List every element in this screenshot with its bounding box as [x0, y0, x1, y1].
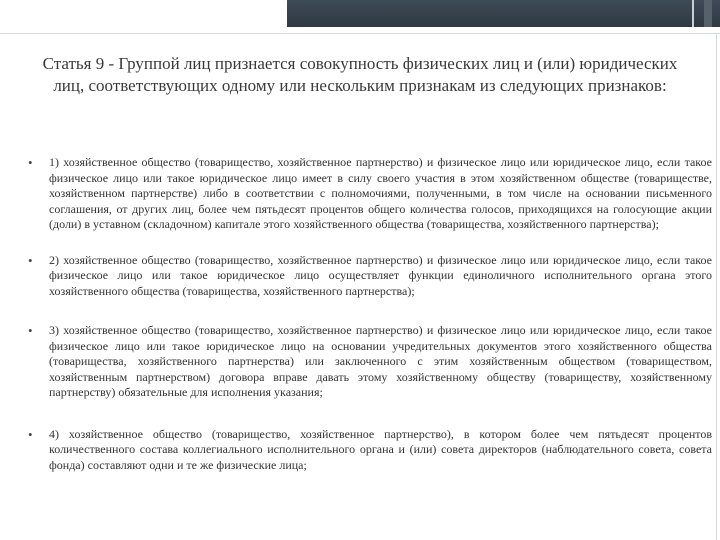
header-band-accent-2	[704, 0, 712, 27]
bullet-icon: •	[28, 252, 33, 268]
list-item	[22, 323, 712, 401]
header-band	[287, 0, 720, 27]
list-item-text: 1) хозяйственное общество (товарищество, хозяйственное партнерство) и физическое лицо или юридическое лицо, если такое физическое лицо или такое юридическое лицо имеет в силу своего участия в этом хозяйственном обществе (товариществе, хозяйственном партнерстве) либо в соответствии с полномочиями, полученными, в том числе на основании письменного соглашения, от других лиц, более чем пятьдесят процентов общего количества голосов, приходящихся на голосующие акции (доли) в уставном (складочном) капитале этого хозяйственного общества (товарищества, хозяйственного партнерства);	[49, 155, 712, 231]
list-item-text: 2) хозяйственное общество (товарищество, хозяйственное партнерство) и физическое лицо или юридическое лицо, если такое физическое лицо или такое юридическое лицо осуществляет функции единоличного исполнительного органа этого хозяйственного общества (товарищества, хозяйственного партнерства);	[49, 252, 712, 298]
list-item-text: 4) хозяйственное общество (товарищество, хозяйственное партнерство), в котором более чем пятьдесят процентов количественного состава коллегиального исполнительного органа и (или) совета директоров (наблюдательного совета, совета фонда) составляют одни и те же физические лица;	[49, 426, 712, 472]
bullet-icon: •	[28, 426, 33, 442]
bullet-icon: •	[28, 155, 33, 170]
slide-title: Статья 9 - Группой лиц признается совокупность физических лиц и (или) юридических лиц, соответствующих одному или нескольким признакам из следующих признаков:	[42, 54, 678, 95]
list-item	[22, 427, 712, 474]
list-item	[22, 155, 712, 233]
article-items-list	[22, 155, 712, 473]
frame-line-top	[0, 33, 720, 34]
bullet-icon: •	[28, 323, 33, 338]
frame-line-right	[716, 33, 717, 540]
list-item	[22, 253, 712, 300]
header-band-accent	[692, 0, 694, 27]
list-item-text: 3) хозяйственное общество (товарищество, хозяйственное партнерство) и физическое лицо или юридическое лицо, если такое физическое лицо или такое юридическое лицо на основании учредительных документов этого хозяйственного общества (товарищества, хозяйственного партнерства) или заключенного с этим хозяйственным обществом (товариществом, хозяйственным партнерством) договора вправе давать этому хозяйственному обществу (товариществу, хозяйственному партнерству) обязательные для исполнения указания;	[49, 323, 712, 399]
